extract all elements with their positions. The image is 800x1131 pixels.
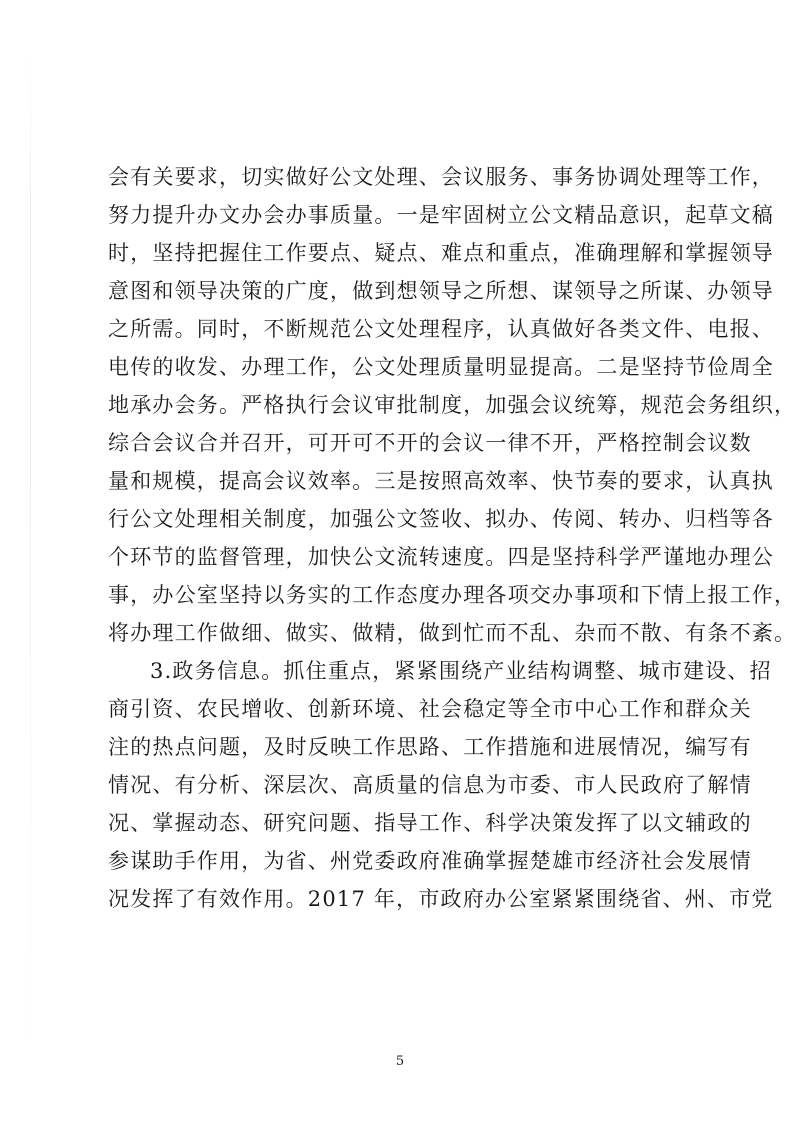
- text-line: 情况、有分析、深层次、高质量的信息为市委、市人民政府了解情: [108, 773, 752, 797]
- text-line: 注的热点问题，及时反映工作思路、工作措施和进展情况，编写有: [108, 735, 752, 759]
- text-line: 将办理工作做细、做实、做精，做到忙而不乱、杂而不散、有条不紊。: [108, 621, 797, 645]
- text-line: 况、掌握动态、研究问题、指导工作、科学决策发挥了以文辅政的: [108, 811, 752, 835]
- text-line: 参谋助手作用，为省、州党委政府准确掌握楚雄市经济社会发展情: [108, 849, 752, 873]
- text-line: 综合会议合并召开，可开可不开的会议一律不开，严格控制会议数: [108, 431, 752, 455]
- scan-edge-shadow: [30, 40, 31, 1100]
- text-line: 之所需。同时，不断规范公文处理程序，认真做好各类文件、电报、: [108, 317, 774, 341]
- text-line: 电传的收发、办理工作，公文处理质量明显提高。二是坚持节俭周全: [108, 355, 774, 379]
- section-heading-line: 3.政务信息。抓住重点，紧紧围绕产业结构调整、城市建设、招: [150, 659, 772, 683]
- text-line: 意图和领导决策的广度，做到想领导之所想、谋领导之所谋、办领导: [108, 279, 774, 303]
- text-line: 事，办公室坚持以务实的工作态度办理各项交办事项和下情上报工作，: [108, 583, 797, 607]
- text-line: 时，坚持把握住工作要点、疑点、难点和重点，准确理解和掌握领导: [108, 241, 774, 265]
- text-line: 商引资、农民增收、创新环境、社会稳定等全市中心工作和群众关: [108, 697, 752, 721]
- text-line: 量和规模，提高会议效率。三是按照高效率、快节奏的要求，认真执: [108, 469, 774, 493]
- text-line: 努力提升办文办会办事质量。一是牢固树立公文精品意识，起草文稿: [108, 203, 774, 227]
- text-line: 会有关要求，切实做好公文处理、会议服务、事务协调处理等工作，: [108, 165, 774, 189]
- text-line: 况发挥了有效作用。2017 年，市政府办公室紧紧围绕省、州、市党: [108, 887, 774, 911]
- text-line: 个环节的监督管理，加快公文流转速度。四是坚持科学严谨地办理公: [108, 545, 774, 569]
- text-line: 行公文处理相关制度，加强公文签收、拟办、传阅、转办、归档等各: [108, 507, 774, 531]
- page-number: 5: [395, 1054, 405, 1069]
- text-line: 地承办会务。严格执行会议审批制度，加强会议统筹，规范会务组织，: [108, 393, 797, 417]
